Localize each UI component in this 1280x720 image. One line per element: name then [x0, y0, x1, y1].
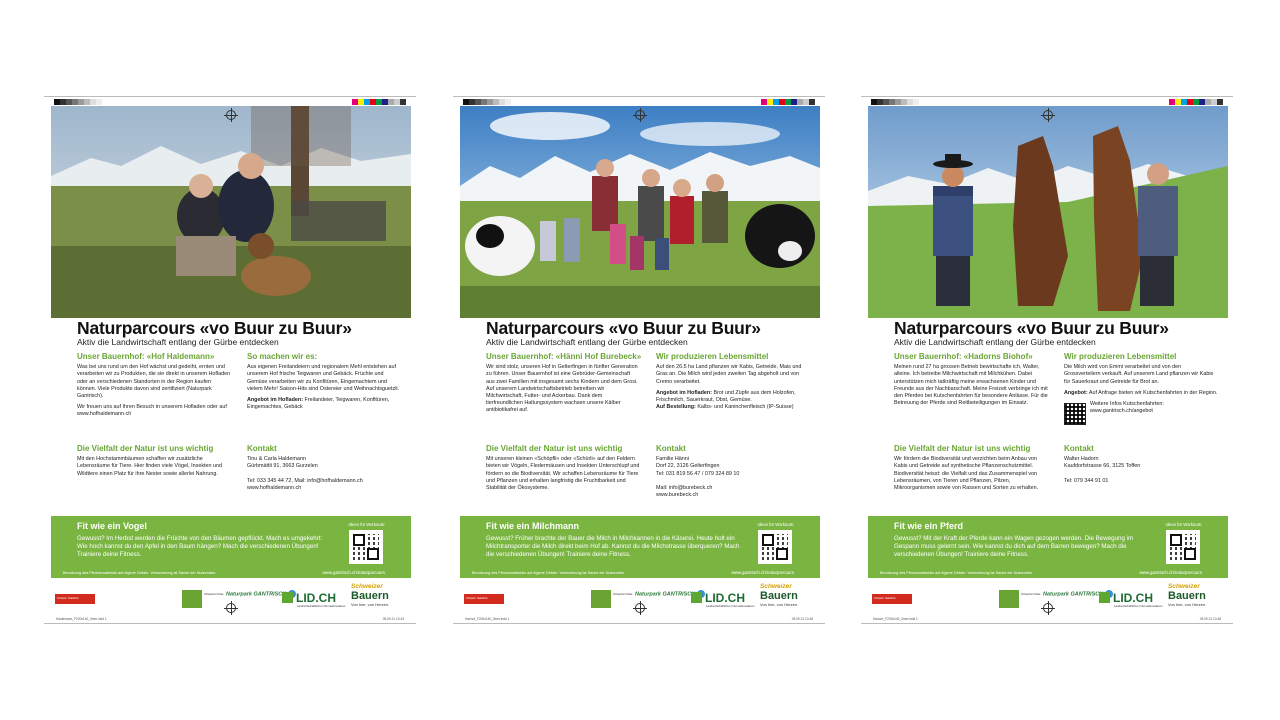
contact-line [656, 478, 810, 485]
order-label: Auf Bestellung: [656, 404, 696, 411]
contact-line: Kaufdorfstrasse 66, 3125 Toffen [1064, 463, 1141, 470]
grayscale-bar [54, 99, 102, 105]
contact-line: Tel: 033 345 44 72, Mail: info@hofhaldemann.ch [247, 477, 363, 484]
crop-line [861, 623, 1233, 624]
paerke-logo: Schweizer Pärke [999, 590, 1019, 608]
farm-text: Meinen rund 27 ha grossen Betrieb bewirtschafte ich, Walter, alleine. Ich betreibe Milchwirtschaft mit Milchkühen. Dabei unterstützen mich tatkräftig meine erwachsenen Kinder und Freunde aus der Nachbarschaft. Meine Freizeit verbringe ich mit den Pferden bei Kutschenfahrten für besondere Anlässe. Für die Betreuung der Pferde sind Reitbeteiligungen im Einsatz. [894, 364, 1048, 407]
color-bar [761, 99, 815, 105]
lid-logo: LID.CH [691, 591, 745, 605]
nature-section [486, 445, 640, 496]
qr-code-icon[interactable] [758, 530, 792, 564]
poster-hadorns-biohof [861, 96, 1233, 624]
gantrisch-logo: Naturpark GANTRISCH [1043, 590, 1113, 598]
disclaimer: Benutzung des Fitnessmaterials auf eigene Gefahr. Versicherung ist Sache der Nutzenden. [63, 571, 217, 575]
nature-heading: Die Vielfalt der Natur ist uns wichtig [486, 444, 623, 453]
contact-line: Dorf 22, 3126 Gelterfingen [656, 463, 720, 470]
contact-line: Tinu & Carla Haldemann [247, 456, 306, 463]
farm-text: Wir sind stolz, unseren Hof in Gelterfingen in fünfter Generation zu führen. Unser Bauernhof ist eine Gebrüder-Gemeinschaft aus zwei Familien mit insgesamt sechs Kindern und dem Grosi. Auf unserem Landwirtschaftsbetrieb betreiben wir Milchwirtschaft, Futter- und Ackerbau. Dank dem tierfreundlichen Haltungssystem wachsen unsere Kälber antibiotikafrei auf. [486, 364, 638, 414]
color-bar [1169, 99, 1223, 105]
parcours-url[interactable]: www.gantrisch.ch/naturparcours [731, 570, 794, 575]
contact-line: Gürbmättli 91, 3663 Gurzelen [247, 463, 318, 470]
offer-text: Auf Anfrage bieten wir Kutschenfahrten in der Region. [1087, 389, 1218, 396]
lid-logo-subtitle: Landwirtschaftlicher Informationsdienst [1114, 604, 1163, 608]
contact-section [656, 445, 810, 499]
contact-line [247, 471, 401, 478]
offer [1064, 390, 1218, 397]
workout-ideas-label: Ideen für Workouts: [1165, 522, 1202, 527]
shop-offer-label: Angebot im Hofladen: [247, 397, 303, 404]
fitness-heading: Fit wie ein Vogel [77, 521, 147, 531]
nature-text: Mit den Hochstammbäumen schaffen wir zusätzliche Lebensräume für Tiere. Hier finden viele Vögel, Insekten und Wildtiere einen Platz für ihre Nester sowie allerlei Nahrung. [77, 456, 223, 477]
workout-ideas-label: Ideen für Workouts: [348, 522, 385, 527]
fitness-heading: Fit wie ein Pferd [894, 521, 964, 531]
contact-line [1064, 471, 1218, 478]
poster-title: Naturparcours «vo Buur zu Buur» [486, 318, 761, 338]
photo-family-with-cows [460, 106, 820, 318]
poster-haenni-hof [453, 96, 825, 624]
contact-section [247, 445, 401, 492]
contact-line: Tel: 079 344 91 01 [1064, 477, 1109, 484]
contact-line: Tel: 031 819 56 47 / 079 324 89 10 [656, 470, 740, 477]
print-date-info: 05.09.21 10:46 [791, 617, 813, 621]
contact-link[interactable]: www.burebeck.ch [656, 492, 699, 499]
order-text: Kalbs- und Kaninchenfleisch (IP-Suisse) [695, 404, 794, 411]
grayscale-bar [463, 99, 511, 105]
carriage-info: Weitere Infos Kutschenfahrten: www.gantrisch.ch/angebot [1090, 401, 1164, 415]
shop-offer [656, 390, 810, 412]
poster-subtitle: Aktiv die Landwirtschaft entlang der Gürbe entdecken [486, 337, 688, 347]
color-bar [352, 99, 406, 105]
shop-offer-text: Brot und Züpfe aus dem Holzofen, Frischmilch, Sauerkraut, Obst, Gemüse. [656, 389, 796, 404]
products-section [1064, 353, 1218, 428]
farm-heading: Unser Bauernhof: «Hadorns Biohof» [894, 352, 1033, 361]
crop-line [453, 623, 825, 624]
products-heading: Wir produzieren Lebensmittel [656, 352, 769, 361]
registration-mark [226, 110, 236, 120]
poster-title: Naturparcours «vo Buur zu Buur» [894, 318, 1169, 338]
method-heading: So machen wir es: [247, 352, 318, 361]
poster-subtitle: Aktiv die Landwirtschaft entlang der Gürbe entdecken [77, 337, 279, 347]
photo-men-with-horses [868, 106, 1228, 318]
disclaimer: Benutzung des Fitnessmaterials auf eigene Gefahr. Versicherung ist Sache der Nutzenden. [880, 571, 1034, 575]
farm-text: Was bei uns rund um den Hof wächst und gedeiht, ernten und verarbeiten wir zu Produkten, die sie direkt in unserem Hofladen oder an verschiedenen Standorten in der Region kaufen können. Viele Produkte davon sind zertifiziert (Naturpark Gantrisch). [77, 364, 231, 400]
schweizer-bauern-logo: Schweizer Bauern Von hier, von Herzen. [760, 583, 799, 607]
products-text: Die Milch wird von Emmi verarbeitet und von den Grossverteilern verkauft. Auf unserem Land pflanzen wir Kabis für Sauerkraut und Getreide für Brot an. [1064, 364, 1214, 385]
nature-text: Wir fördern die Biodiversität und verzichten beim Anbau von Kabis und Getreide auf synthetische Pflanzenschutzmittel. Biodiversität heisst: die Vielfalt und das Zusammenspiel von Lebensräumen, von Tieren und Pflanzen, Pilzen, Mikroorganismen sowie von Rassen und Sorten zu erhalten. [894, 456, 1039, 492]
schweiz-logo: Schweiz. Natürlich. [55, 594, 95, 604]
qr-code-icon[interactable] [349, 530, 383, 564]
fitness-box [51, 516, 411, 578]
contact-section [1064, 445, 1218, 485]
farm-text-2: Wir freuen uns auf Ihren Besuch in unserem Hofladen oder auf www.hofhaldemann.ch [77, 404, 227, 418]
paerke-logo: Schweizer Pärke [591, 590, 611, 608]
workout-ideas-label: Ideen für Workouts: [757, 522, 794, 527]
contact-heading: Kontakt [247, 444, 277, 453]
nature-section [894, 445, 1048, 496]
fitness-text: Gewusst? Früher brachte der Bauer die Milch in Milchkannen in die Käserei. Heute holt ein Milchtransporter die Milch direkt beim Hof ab. Kannst du die Milchstrasse überqueren? Mach die verschiedenen Übungen! Trainiere deine Fitness. [486, 535, 740, 559]
qr-code-icon[interactable] [1166, 530, 1200, 564]
offer-label: Angebot: [1064, 389, 1088, 396]
gantrisch-logo: Naturpark GANTRISCH [635, 590, 705, 598]
crop-line [453, 96, 825, 97]
lid-logo: LID.CH [1099, 591, 1153, 605]
paerke-logo: Schweizer Pärke [182, 590, 202, 608]
registration-mark [1043, 110, 1053, 120]
shop-offer [247, 397, 401, 411]
farm-heading: Unser Bauernhof: «Hof Haldemann» [77, 352, 215, 361]
shop-offer-text: Freilandeier, Teigwaren, Konfitüren, Eingemachtes, Gebäck [247, 397, 390, 411]
contact-line: Mail: info@burebeck.ch [656, 484, 713, 491]
crop-line [44, 96, 416, 97]
method-text: Aus eigenen Freilandeiern und regionalem Mehl entstehen auf unserem Hof frische Teigwaren und Gebäck. Früchte und Gemüse verarbeiten wir zu Konfitüren, Eingemachtem und vielem Mehr! Saison-Hits sind Ostereier und Weihnachtsguetzli. [247, 364, 400, 392]
nature-text: Mit unseren kleinen «Schöpfli» oder «Schürli» auf den Feldern bieten wir Vögeln, Fledermäusen und Insekten Unterschlupf und fördern so die Biodiversität. Wir schaffen Lebensräume für Tiere und Pflanzen und erhalten langfristig die Fruchtbarkeit und Stabilität der Ökosysteme. [486, 456, 640, 492]
print-date-info: 05.09.21 10:43 [382, 617, 404, 621]
fitness-box [868, 516, 1228, 578]
parcours-url[interactable]: www.gantrisch.ch/naturparcours [1139, 570, 1202, 575]
products-heading: Wir produzieren Lebensmittel [1064, 352, 1177, 361]
lid-logo: LID.CH [282, 591, 336, 605]
print-date-info: 05.09.21 10:48 [1199, 617, 1221, 621]
lid-logo-subtitle: Landwirtschaftlicher Informationsdienst [297, 604, 346, 608]
nature-section [77, 445, 231, 482]
fitness-text: Gewusst? Mit der Kraft der Pferde kann ein Wagen gezogen werden. Die Bewegung im Gespann muss gelernt sein. Wie kannst du dich auf dem Barren bewegen? Mach die verschiedenen Übungen! Trainiere deine Fitness. [894, 535, 1134, 559]
registration-mark [635, 603, 645, 613]
photo-couple-with-dog [51, 106, 411, 318]
farm-heading: Unser Bauernhof: «Hänni Hof Burebeck» [486, 352, 642, 361]
fitness-box [460, 516, 820, 578]
crop-line [861, 96, 1233, 97]
poster-hof-haldemann [44, 96, 416, 624]
print-file-info: Haldemann_F200x140_3mm.indd 1 [56, 617, 107, 621]
fitness-text: Gewusst? Im Herbst werden die Früchte von den Bäumen gepflückt. Mach es umgekehrt: Wie hoch kannst du den Apfel in den Baum hängen? Mach die verschiedenen Übungen! Trainiere deine Fitness. [77, 535, 323, 559]
nature-heading: Die Vielfalt der Natur ist uns wichtig [77, 444, 214, 453]
disclaimer: Benutzung des Fitnessmaterials auf eigene Gefahr. Versicherung ist Sache der Nutzenden. [472, 571, 626, 575]
registration-mark [1043, 603, 1053, 613]
print-file-info: Hadorn_F200x140_3mm.indd 1 [873, 617, 918, 621]
schweiz-logo: Schweiz. Natürlich. [872, 594, 912, 604]
registration-mark [226, 603, 236, 613]
crop-line [44, 623, 416, 624]
registration-mark [635, 110, 645, 120]
schweizer-bauern-logo: Schweizer Bauern Von hier, von Herzen. [351, 583, 390, 607]
lid-logo-subtitle: Landwirtschaftlicher Informationsdienst [706, 604, 755, 608]
gantrisch-logo: Naturpark GANTRISCH [226, 590, 296, 598]
farm-section [894, 353, 1048, 411]
schweiz-logo: Schweiz. Natürlich. [464, 594, 504, 604]
method-section [247, 353, 401, 415]
contact-heading: Kontakt [656, 444, 686, 453]
contact-heading: Kontakt [1064, 444, 1094, 453]
farm-section [486, 353, 640, 419]
nature-heading: Die Vielfalt der Natur ist uns wichtig [894, 444, 1031, 453]
contact-line: Familie Hänni [656, 456, 689, 463]
parcours-url[interactable]: www.gantrisch.ch/naturparcours [322, 570, 385, 575]
products-section [656, 353, 810, 415]
print-file-info: Haenni_F200x140_3mm.indd 1 [465, 617, 510, 621]
schweizer-bauern-logo: Schweizer Bauern Von hier, von Herzen. [1168, 583, 1207, 607]
poster-subtitle: Aktiv die Landwirtschaft entlang der Gürbe entdecken [894, 337, 1096, 347]
contact-link[interactable]: www.hofhaldemann.ch [247, 484, 302, 491]
products-text: Auf den 26.5 ha Land pflanzen wir Kabis, Getreide, Mais und Gras an. Die Milch wird jeden zweiten Tag abgeholt und von Cremo verarbeitet. [656, 364, 802, 385]
grayscale-bar [871, 99, 919, 105]
farm-section [77, 353, 231, 423]
contact-line: Walter Hadorn [1064, 456, 1099, 463]
shop-offer-label: Angebot im Hofladen: [656, 389, 712, 396]
qr-code-icon[interactable] [1064, 403, 1086, 425]
fitness-heading: Fit wie ein Milchmann [486, 521, 580, 531]
poster-title: Naturparcours «vo Buur zu Buur» [77, 318, 352, 338]
